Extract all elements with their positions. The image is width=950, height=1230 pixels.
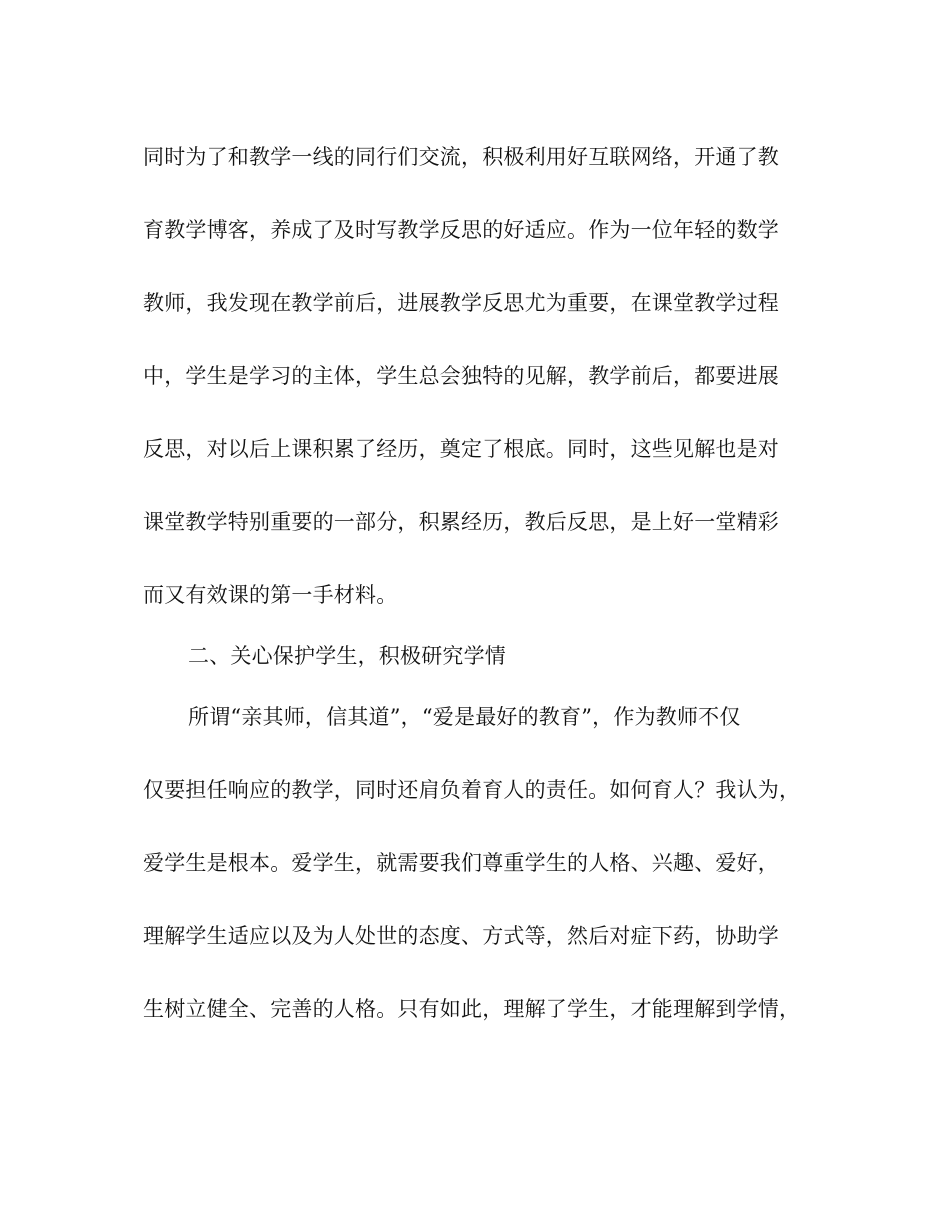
paragraph-line: 所谓“亲其师，信其道”，“爱是最好的教育”，作为教师不仅 (188, 705, 741, 729)
paragraph-line: 教师，我发现在教学前后，进展教学反思尤为重要，在课堂教学过程 (143, 291, 779, 315)
paragraph-line: 爱学生是根本。爱学生，就需要我们尊重学生的人格、兴趣、爱好， (143, 851, 779, 875)
paragraph-line: 反思，对以后上课积累了经历，奠定了根底。同时，这些见解也是对 (143, 437, 779, 461)
paragraph-line: 课堂教学特别重要的一部分，积累经历，教后反思，是上好一堂精彩 (143, 510, 779, 534)
section-heading: 二、关心保护学生，积极研究学情 (188, 644, 506, 668)
paragraph-line: 理解学生适应以及为人处世的态度、方式等，然后对症下药，协助学 (143, 924, 779, 948)
paragraph-line: 仅要担任响应的教学，同时还肩负着育人的责任。如何育人？我认为， (143, 778, 801, 802)
paragraph-line: 育教学博客，养成了及时写教学反思的好适应。作为一位年轻的数学 (143, 218, 779, 242)
paragraph-line: 同时为了和教学一线的同行们交流，积极利用好互联网络，开通了教 (143, 145, 779, 169)
paragraph-line: 而又有效课的第一手材料。 (143, 583, 398, 607)
paragraph-line: 生树立健全、完善的人格。只有如此，理解了学生，才能理解到学情， (143, 997, 801, 1021)
paragraph-line: 中，学生是学习的主体，学生总会独特的见解，教学前后，都要进展 (143, 364, 779, 388)
